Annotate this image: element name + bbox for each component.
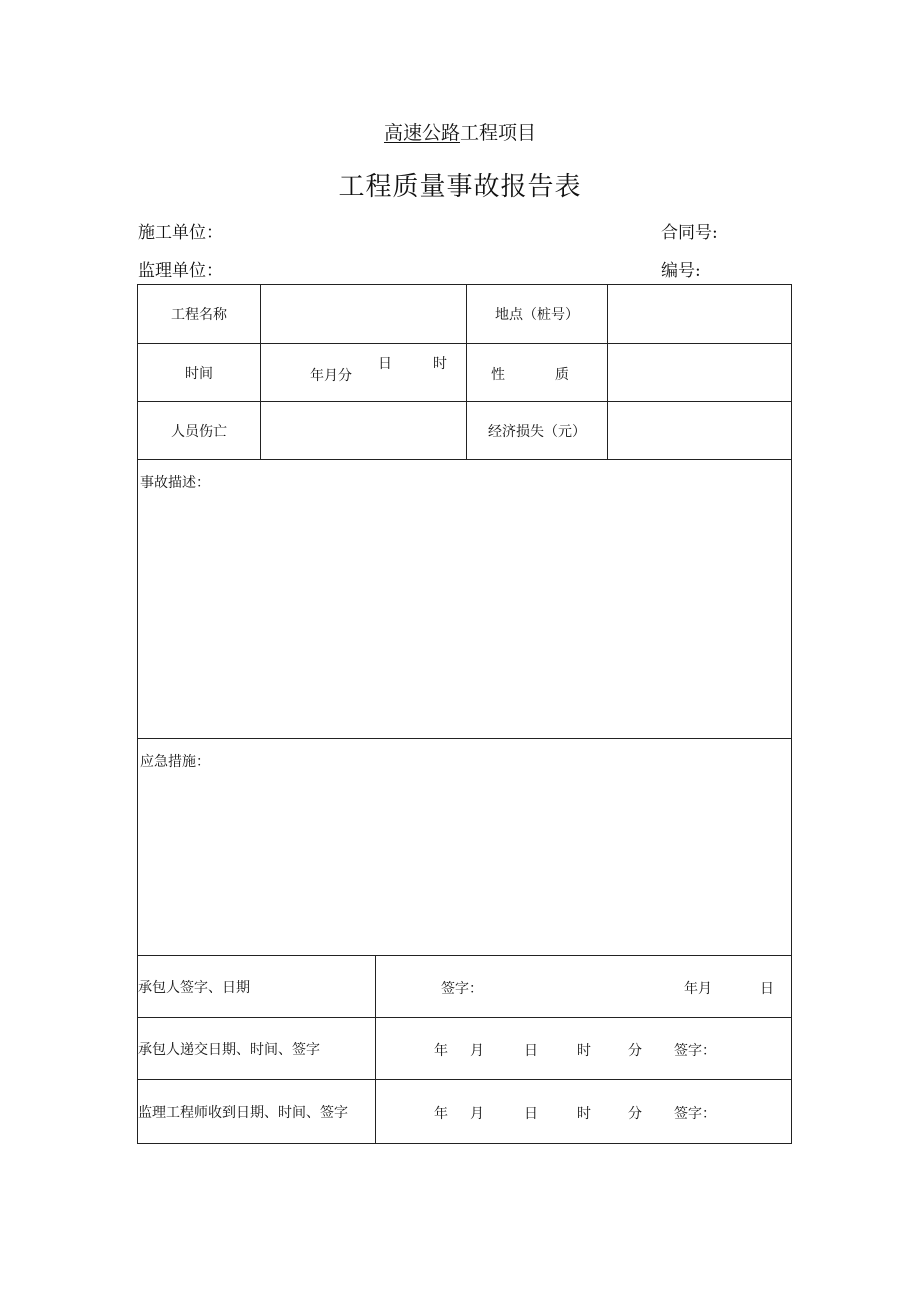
location-label: 地点（桩号） (467, 285, 608, 344)
month-text: 月 (470, 1043, 484, 1059)
nature-label (467, 344, 608, 402)
nature-label-b: 质 (555, 367, 569, 383)
time-hour-text: 时 (433, 356, 447, 372)
day-text: 日 (524, 1043, 538, 1059)
time-ymd-text: 年月分 (310, 368, 352, 384)
contractor-sign-text: 承包人签字、日期 (138, 979, 250, 996)
location-cell[interactable] (608, 285, 792, 344)
subtitle-underlined-text: 高速公路 (383, 122, 460, 144)
time-label: 时间 (138, 344, 261, 402)
description-cell[interactable] (138, 460, 792, 739)
engineer-receive-cell[interactable] (376, 1080, 792, 1144)
table-row (138, 739, 792, 956)
sign-word: 签字： (441, 981, 483, 997)
month-text: 月 (470, 1106, 484, 1122)
measures-label: 应急措施： (140, 754, 210, 770)
casualties-label: 人员伤亡 (138, 402, 261, 460)
contractor-sign-cell[interactable] (376, 956, 792, 1018)
table-row (138, 1018, 792, 1080)
project-subtitle (0, 118, 920, 145)
contractor-submit-cell[interactable] (376, 1018, 792, 1080)
minute-text: 分 (628, 1106, 642, 1122)
minute-text: 分 (628, 1043, 642, 1059)
serial-no-label: 编号: (661, 261, 701, 281)
table-row (138, 1080, 792, 1144)
year-month-text: 年月 (684, 981, 712, 997)
loss-cell[interactable] (608, 402, 792, 460)
table-row (138, 344, 792, 402)
description-label: 事故描述： (140, 475, 210, 491)
day-text: 日 (524, 1106, 538, 1122)
table-row (138, 460, 792, 739)
table-row (138, 956, 792, 1018)
contractor-label: 施工单位： (138, 223, 223, 243)
day-text: 日 (760, 981, 774, 997)
table-row (138, 285, 792, 344)
contractor-submit-text: 承包人递交日期、时间、签字 (138, 1041, 320, 1058)
time-day-text: 日 (378, 356, 392, 372)
contractor-sign-label (138, 956, 376, 1018)
year-text: 年 (434, 1043, 448, 1059)
year-text: 年 (434, 1106, 448, 1122)
subtitle-rest-text: 工程项目 (460, 122, 537, 144)
nature-cell[interactable] (608, 344, 792, 402)
table-row (138, 402, 792, 460)
hour-text: 时 (577, 1043, 591, 1059)
measures-cell[interactable] (138, 739, 792, 956)
sign-word: 签字： (674, 1043, 716, 1059)
project-name-cell[interactable] (261, 285, 467, 344)
engineer-receive-label (138, 1080, 376, 1144)
hour-text: 时 (577, 1106, 591, 1122)
form-title: 工程质量事故报告表 (338, 172, 582, 202)
time-cell[interactable] (261, 344, 467, 402)
project-name-label: 工程名称 (138, 285, 261, 344)
nature-label-a: 性 (491, 367, 505, 383)
accident-report-table (137, 284, 792, 1144)
casualties-cell[interactable] (261, 402, 467, 460)
contractor-submit-label (138, 1018, 376, 1080)
contract-no-label: 合同号: (661, 223, 718, 243)
loss-label: 经济损失（元） (467, 402, 608, 460)
sign-word: 签字： (674, 1106, 716, 1122)
supervisor-label: 监理单位： (138, 261, 223, 281)
engineer-receive-text: 监理工程师收到日期、时间、签字 (138, 1104, 348, 1121)
